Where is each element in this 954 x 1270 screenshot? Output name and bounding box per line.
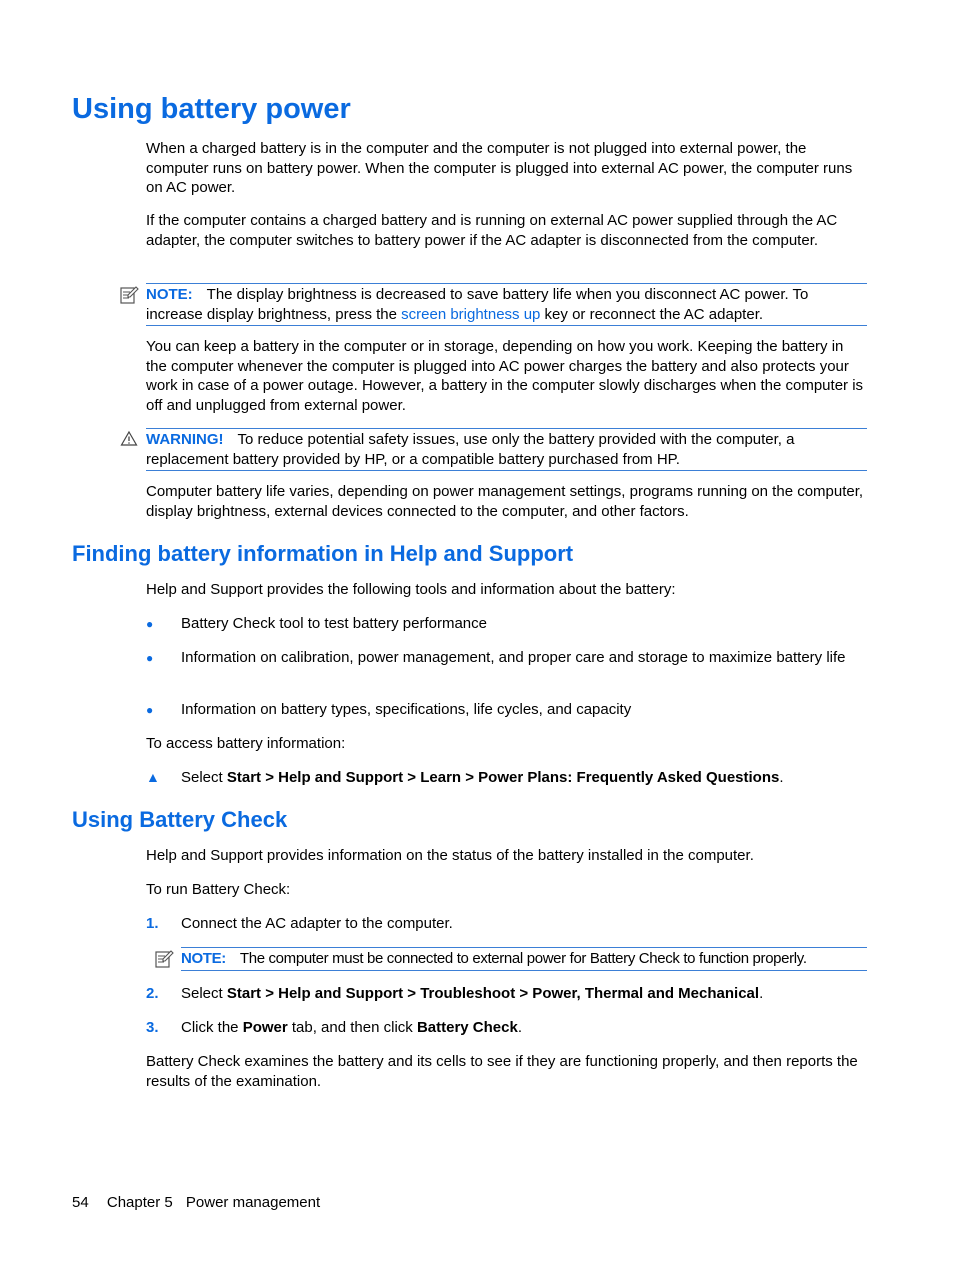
step-triangle-icon: ▲ xyxy=(146,769,160,785)
chapter-title: Power management xyxy=(185,1194,321,1211)
step-prefix: Select xyxy=(181,985,227,1002)
bullet-icon: ● xyxy=(146,617,154,631)
storage-paragraph: You can keep a battery in the computer or in storage, depending on how you work. Keeping the battery in the computer whenever the computer is plugged into AC power charges the battery and also protects your work in case of a power outage. However, a battery in the computer slowly discharges when the computer is off and unplugged from external power. xyxy=(146,338,864,414)
step-suffix: . xyxy=(779,769,784,786)
list-item: Information on calibration, power management, and proper care and storage to maximize battery life xyxy=(181,649,846,666)
step-text-part: tab, and then click xyxy=(287,1019,417,1036)
note-label: NOTE: xyxy=(146,286,193,303)
warning-text: To reduce potential safety issues, use only the battery provided with the computer, a replacement battery provided by HP, or a compatible battery purchased from HP. xyxy=(146,431,795,468)
step-text-part: Click the xyxy=(181,1019,243,1036)
battery-check-name: Battery Check xyxy=(416,1019,518,1036)
page-number: 54 xyxy=(72,1194,89,1211)
page-footer xyxy=(72,1193,320,1213)
section-title-using-battery-check: Using Battery Check xyxy=(72,807,288,832)
note-text-end: key or reconnect the AC adapter. xyxy=(540,305,764,323)
screen-brightness-up-link[interactable]: screen brightness up xyxy=(401,305,541,323)
step-3-text xyxy=(181,1018,868,1038)
warning-icon xyxy=(120,430,138,453)
intro-paragraph-2: If the computer contains a charged battery and is running on external AC power supplied through the AC adapter, the computer switches to battery power if the AC adapter is disconnected from the computer. xyxy=(146,212,838,249)
note-text: The computer must be connected to external power for Battery Check to function properly. xyxy=(239,950,807,967)
page-title: Using battery power xyxy=(72,93,351,125)
run-text: To run Battery Check: xyxy=(146,881,291,898)
section1-intro: Help and Support provides the following tools and information about the battery: xyxy=(146,581,676,598)
closing-paragraph: Battery Check examines the battery and its cells to see if they are functioning properly, and then reports the results of the examination. xyxy=(146,1053,858,1090)
step-number: 1. xyxy=(146,915,159,932)
note-text: The display brightness is decreased to save battery life when you disconnect AC power. To increase display brightness, press the xyxy=(146,286,809,323)
access-text: To access battery information: xyxy=(146,735,346,752)
step-prefix: Select xyxy=(181,769,227,786)
step-text-part: . xyxy=(517,1019,523,1036)
note-icon xyxy=(154,949,174,975)
access-step xyxy=(181,768,868,788)
bullet-icon: ● xyxy=(146,703,154,717)
list-item: Information on battery types, specifications, life cycles, and capacity xyxy=(181,701,632,718)
bullet-icon: ● xyxy=(146,651,154,665)
step-number: 2. xyxy=(146,985,159,1002)
step-suffix: . xyxy=(759,985,764,1002)
step-2-text xyxy=(181,984,868,1004)
battery-check-note-box xyxy=(181,947,867,971)
battery-life-paragraph: Computer battery life varies, depending on power management settings, programs running on the computer, display brightness, external devices connected to the computer, and other factors. xyxy=(146,483,864,520)
section-title-finding-battery-info: Finding battery information in Help and Support xyxy=(72,541,574,566)
intro-paragraph-1: When a charged battery is in the computer and the computer is not plugged into external power, the computer runs on battery power. When the computer is plugged into external AC power, the computer runs on AC power. xyxy=(146,140,853,196)
step-1-text: Connect the AC adapter to the computer. xyxy=(181,915,453,932)
warning-box xyxy=(146,428,867,471)
list-item: Battery Check tool to test battery performance xyxy=(181,615,487,632)
note-label: NOTE: xyxy=(181,950,226,967)
step-number: 3. xyxy=(146,1019,159,1036)
step-path: Start > Help and Support > Learn > Power Plans: Frequently Asked Questions xyxy=(226,769,780,786)
step-path: Start > Help and Support > Troubleshoot > Power, Thermal and Mechanical xyxy=(226,985,760,1002)
section2-intro: Help and Support provides information on the status of the battery installed in the computer. xyxy=(146,847,754,864)
chapter-number: Chapter 5 xyxy=(106,1194,173,1211)
warning-label: WARNING! xyxy=(146,431,224,448)
note-icon xyxy=(119,285,139,311)
power-tab-name: Power xyxy=(242,1019,288,1036)
note-box xyxy=(146,283,867,326)
